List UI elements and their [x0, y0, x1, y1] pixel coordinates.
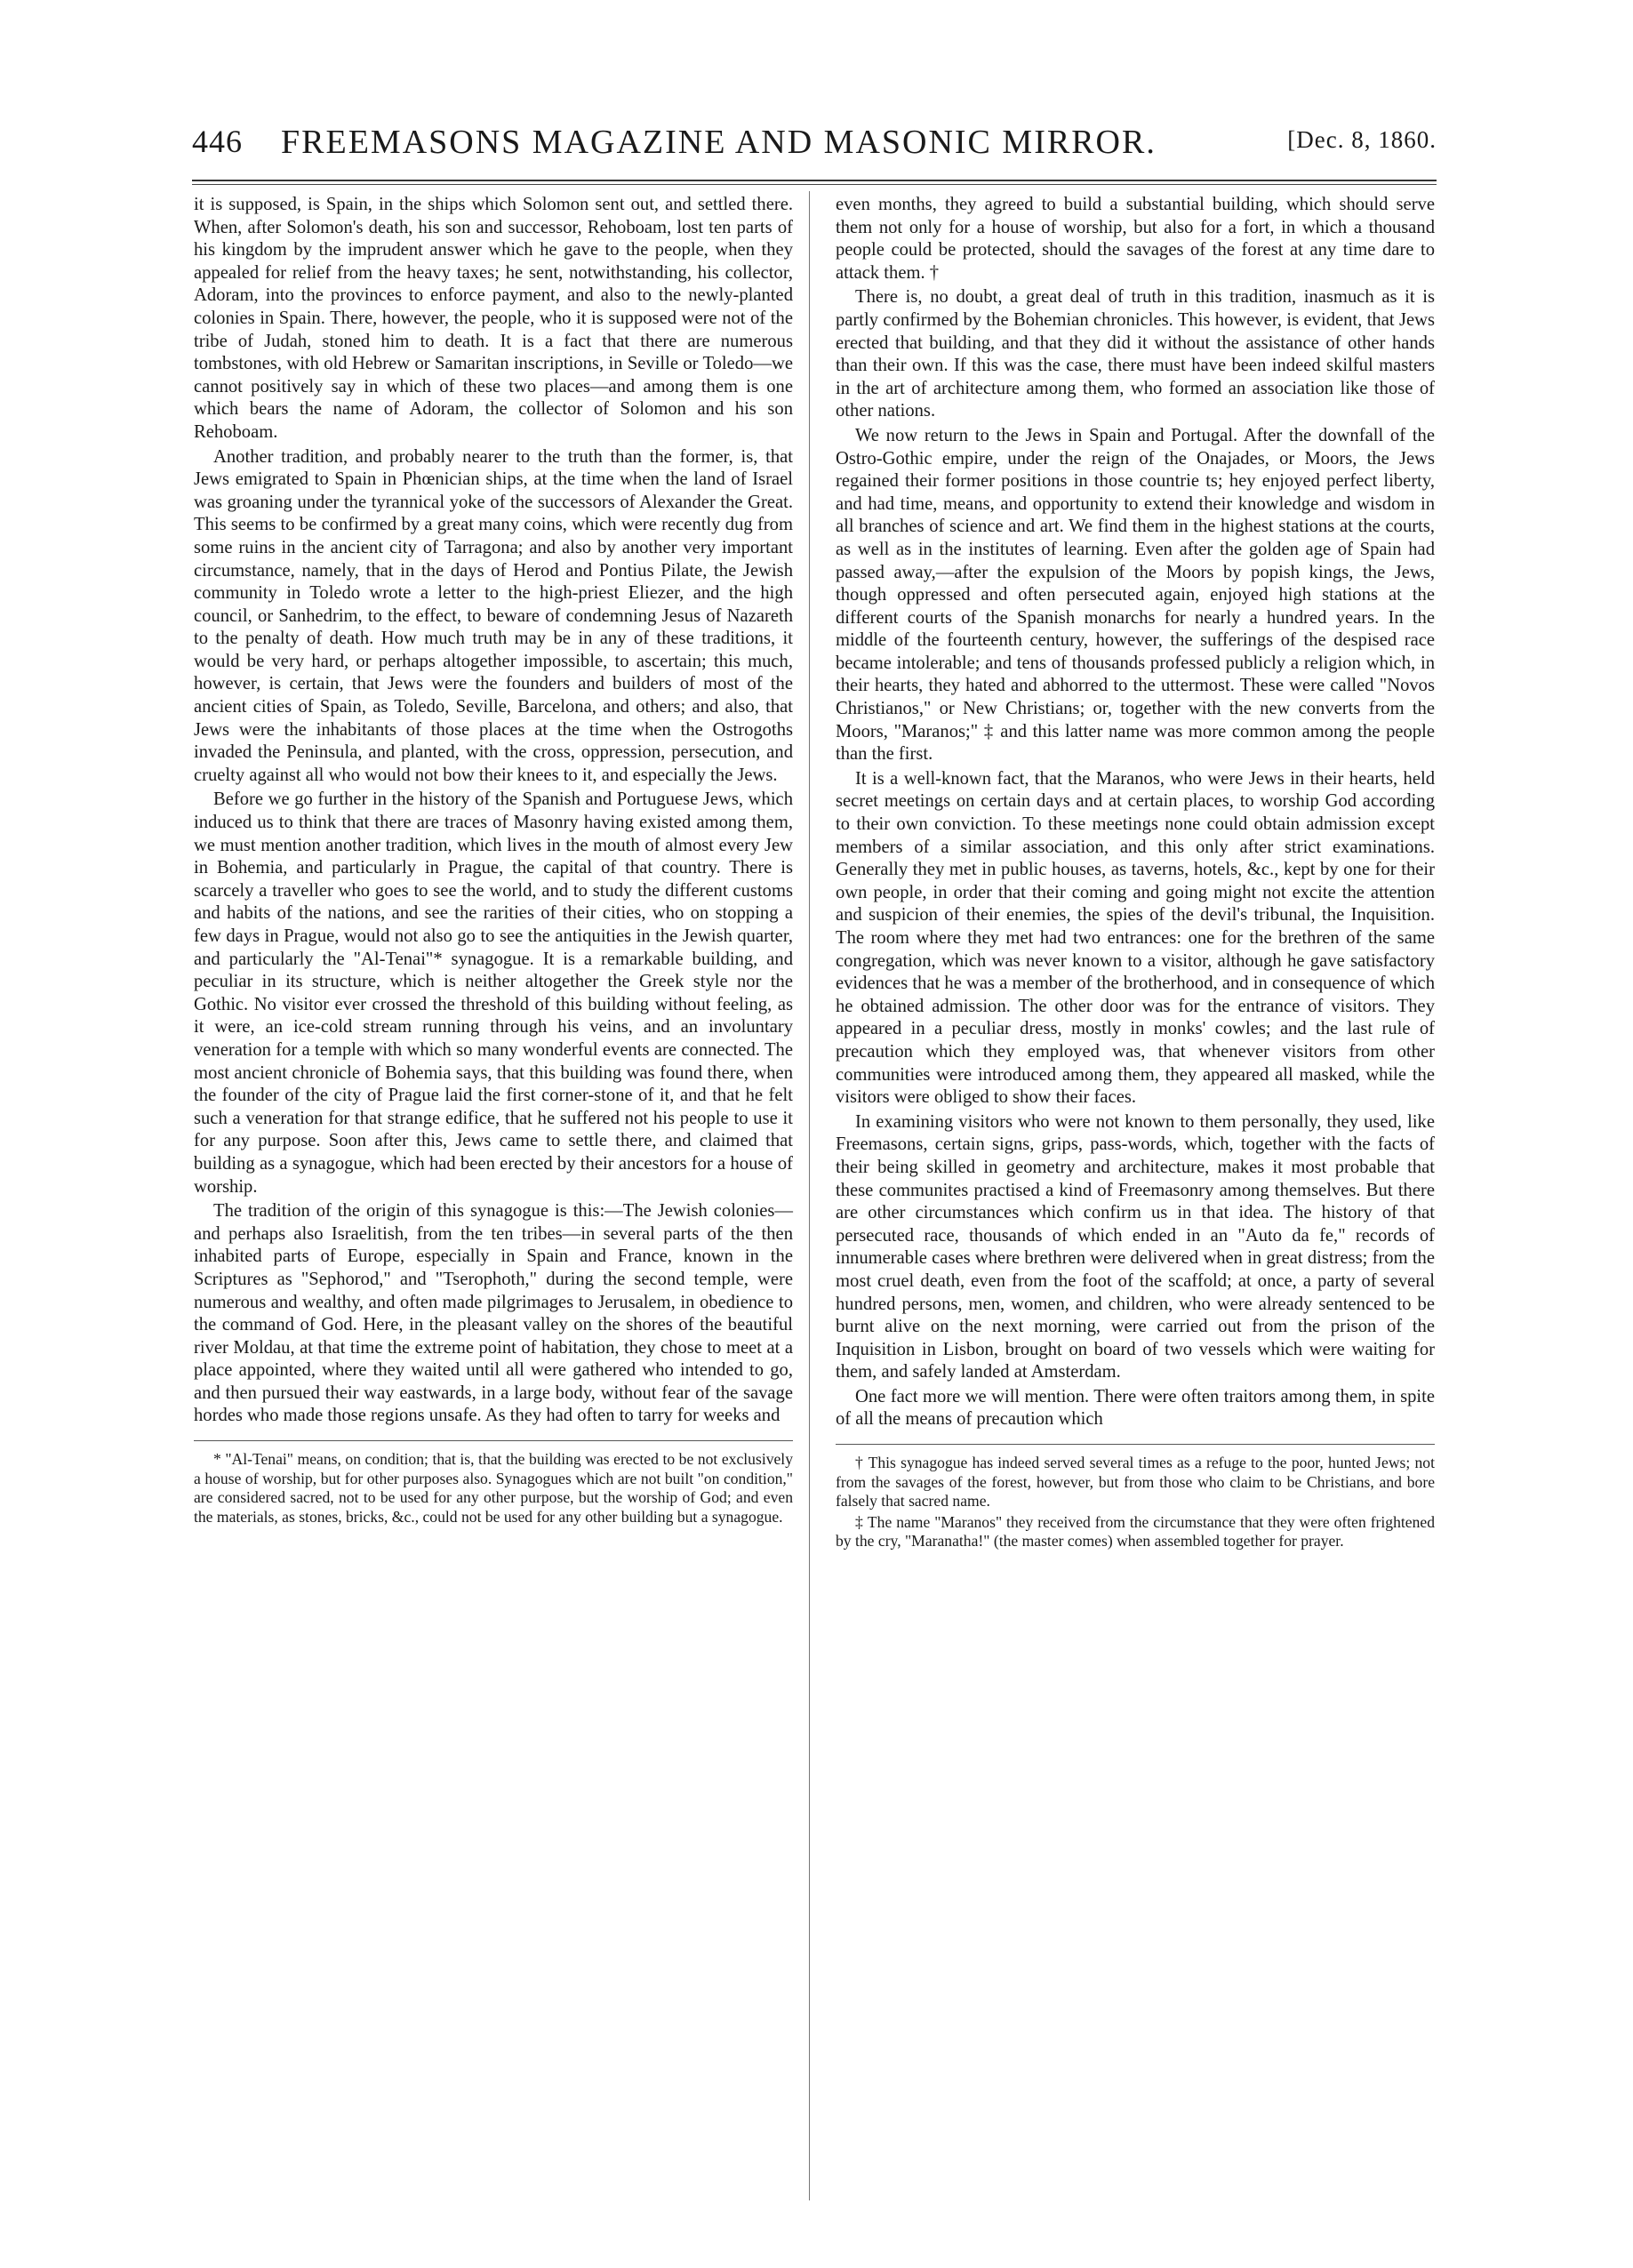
right-paragraph: We now return to the Jews in Spain and Portugal. After the downfall of the Ostro-Gothic empire, under the reign of the Onajades, or Moors, the Jews regained their former positions in those countrie ts; hey enjoyed perfect liberty, and had time, means, and opportunity to extend their knowledge and wisdom in all branches of science and art. We find them in the highest stations at the courts, as well as in the institutes of learning. Even after the golden age of Spain had passed away,—after the expulsion of the Moors by popish kings, the Jews, though oppressed and often persecuted again, enjoyed high stations at the different courts of the Spanish monarchs for nearly a hundred years. In the middle of the fourteenth century, however, the sufferings of the despised race became intolerable; and tens of thousands professed publicly a religion which, in their hearts, they hated and abhorred to the uttermost. These were called "Novos Christianos," or New Christians; or, together with the new converts from the Moors, "Maranos;" ‡ and this latter name was more common among the people than the first. — [836, 425, 1435, 765]
left-column — [194, 194, 793, 1528]
left-paragraph: Another tradition, and probably nearer to the truth than the former, is, that Jews emigrated to Spain in Phœnician ships, at the time when the land of Israel was groaning under the tyrannical yoke of the successors of Alexander the Great. This seems to be confirmed by a great many coins, which were recently dug from some ruins in the ancient city of Tarragona; and also by another very important circumstance, namely, that in the days of Herod and Pontius Pilate, the Jewish community in Toledo wrote a letter to the high-priest Eliezer, and the high council, or Sanhedrim, to the effect, to beware of condemning Jesus of Nazareth to the penalty of death. How much truth may be in any of these traditions, it would be very hard, or perhaps altogether impossible, to ascertain; this much, however, is certain, that Jews were the founders and builders of most of the ancient cities of Spain, as Toledo, Seville, Barcelona, and others; and also, that Jews were the inhabitants of those places at the time when the Ostrogoths invaded the Peninsula, and planted, with the cross, oppression, persecution, and cruelty against all who would not bow their knees to it, and especially the Jews. — [194, 446, 793, 785]
right-paragraph: In examining visitors who were not known to them personally, they used, like Freemasons, certain signs, grips, pass-words, which, together with the facts of their being skilled in geometry and architecture, makes it most probable that these communites practised a kind of Freemasonry among themselves. But there are other circumstances which confirm us in that idea. The history of that persecuted race, thousands of which ended in an "Auto da fe," records of innumerable cases where brethren were delivered when in great distress; from the most cruel death, even from the foot of the scaffold; at once, a party of several hundred persons, men, women, and children, who were already sentenced to be burnt alive on the next morning, were carried out from the prison of the Inquisition in Lisbon, brought on board of two vessels which were waiting for them, and safely landed at Amsterdam. — [836, 1111, 1435, 1382]
right-paragraph: It is a well-known fact, that the Maranos, who were Jews in their hearts, held secret meetings on certain days and at certain places, to worship God according to their own conviction. To these meetings none could obtain admission except members of a similar association, and this only after strict examinations. Generally they met in public houses, as taverns, hotels, &c., kept by one for their own people, in order that their coming and going might not excite the attention and suspicion of their enemies, the spies of the devil's tribunal, the Inquisition. The room where they met had two entrances: one for the brethren of the same congregation, which was never known to a visitor, although he gave satisfactory evidences that he was a member of the brotherhood, and in consequence of which he obtained admission. The other door was for the entrance of visitors. They appeared in a peculiar dress, mostly in monks' cowles; and the last rule of precaution which they employed was, that whenever visitors from other communities were introduced among them, they appeared all masked, while the visitors were obliged to show their faces. — [836, 768, 1435, 1108]
footnote: * "Al-Tenai" means, on condition; that is, that the building was erected to be not exclusively a house of worship, but for other purposes also. Synagogues which are not built "on condition," are considered sacred, not to be used for any other purpose, but the worship of God; and even the materials, as stones, bricks, &c., could not be used for any other building but a synagogue. — [194, 1450, 793, 1526]
left-paragraph: Before we go further in the history of the Spanish and Portuguese Jews, which induced us to think that there are traces of Masonry having existed among them, we must mention another tradition, which lives in the mouth of almost every Jew in Bohemia, and particularly in Prague, the capital of that country. There is scarcely a traveller who goes to see the world, and to study the different customs and habits of the nations, and see the rarities of their cities, who on stopping a few days in Prague, would not also go to see the antiquities in the Jewish quarter, and particularly the "Al-Tenai"* synagogue. It is a remarkable building, and peculiar in its structure, which is neither altogether the Greek style nor the Gothic. No visitor ever crossed the threshold of this building without feeling, as it were, an ice-cold stream running through his veins, and an involuntary veneration for a temple with which so many wonderful events are connected. The most ancient chronicle of Bohemia says, that this building was found there, when the founder of the city of Prague laid the first corner-stone of it, and that he felt such a veneration for that strange edifice, that he suffered not his people to use it for any purpose. Soon after this, Jews came to settle there, and claimed that building as a synagogue, which had been erected by their ancestors for a house of worship. — [194, 789, 793, 1197]
issue-date: [Dec. 8, 1860. — [1287, 126, 1437, 153]
right-paragraph: There is, no doubt, a great deal of truth in this tradition, inasmuch as it is partly confirmed by the Bohemian chronicles. This however, is evident, that Jews erected that building, and that they did it without the assistance of other hands than their own. If this was the case, there must have been indeed skilful masters in the art of architecture among them, who formed an association like those of other nations. — [836, 287, 1435, 421]
footnote: † This synagogue has indeed served several times as a refuge to the poor, hunted Jews; not from the savages of the forest, however, but from those who claim to be Christians, and bore falsely that sacred name. — [836, 1454, 1435, 1511]
footnote: ‡ The name "Maranos" they received from the circumstance that they were often frightened by the cry, "Maranatha!" (the master comes) when assembled together for prayer. — [836, 1512, 1435, 1551]
left-paragraph: it is supposed, is Spain, in the ships which Solomon sent out, and settled there. When, after Solomon's death, his son and successor, Rehoboam, lost ten parts of his kingdom by the imprudent answer which he gave to the people, when they appealed for relief from the heavy taxes; he sent, notwithstanding, his collector, Adoram, into the provinces to enforce payment, and also to the newly-planted colonies in Spain. There, however, the people, who it is supposed were not of the tribe of Judah, stoned him to death. It is a fact that there are numerous tombstones, with old Hebrew or Samaritan inscriptions, in Seville or Toledo—we cannot positively say in which of these two places—and among them is one which bears the name of Adoram, the collector of Solomon and his son Rehoboam. — [194, 195, 793, 442]
right-paragraph: even months, they agreed to build a substantial building, which should serve them not only for a house of worship, but also for a fort, in which a thousand people could be protected, should the savages of the forest at any time dare to attack them. † — [836, 195, 1435, 283]
left-paragraph: The tradition of the origin of this synagogue is this:—The Jewish colonies—and perhaps also Israelitish, from the ten tribes—in several parts of the then inhabited parts of Europe, especially in Spain and France, known in the Scriptures as "Sephorod," and "Tserophoth," during the second temple, were numerous and wealthy, and often made pilgrimages to Jerusalem, in obedience to the command of God. Here, in the pleasant valley on the shores of the beautiful river Moldau, at that time the extreme point of habitation, they chose to meet at a place appointed, where they waited until all were gathered who intended to go, and then pursued their way eastwards, in a large body, without fear of the savage hordes who made those regions unsafe. As they had often to tarry for weeks and — [194, 1201, 793, 1426]
footnote-divider — [194, 1440, 793, 1441]
footnote-divider — [836, 1444, 1435, 1445]
running-title: FREEMASONS MAGAZINE AND MASONIC MIRROR. — [281, 124, 1157, 161]
right-paragraph: One fact more we will mention. There were often traitors among them, in spite of all the means of precaution which — [836, 1386, 1435, 1430]
page-header — [192, 123, 1437, 167]
page-number: 446 — [192, 124, 243, 159]
header-rule-thin — [192, 184, 1437, 185]
right-column — [836, 194, 1435, 1553]
header-rule — [192, 180, 1437, 181]
column-divider — [809, 191, 810, 2200]
